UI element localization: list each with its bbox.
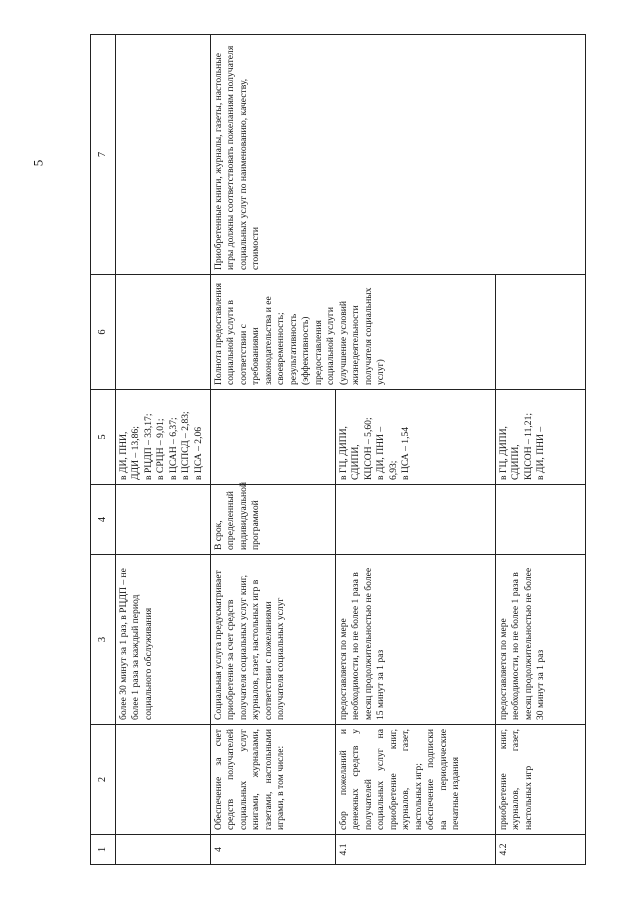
service-tariffs	[496, 390, 586, 485]
tariff-line: КЦСОН – 11,21;	[522, 412, 534, 480]
row-number: 4.2	[496, 835, 586, 865]
tariff-line: в СРЦН – 9,01;	[155, 418, 167, 480]
cell-description: более 30 минут за 1 раз, в РЦДП – не более 1 раза за каждый период социального обслуживания	[116, 555, 211, 725]
tariff-line: в РЦДП – 33,17;	[142, 413, 154, 480]
tariff-line: КЦСОН – 5,60;	[362, 417, 374, 480]
service-name: приобретение книг, журналов, газет, настольных игр	[496, 725, 586, 835]
row-number: 4	[211, 835, 336, 865]
row-number: 4.1	[336, 835, 496, 865]
service-tariffs	[336, 390, 496, 485]
tariff-line: в ГЦ, ДИПИ,	[498, 426, 509, 480]
service-criteria: Полнота предоставления социальной услуги в соответствии с требованиями законодательства и ее своевременность; результативность (эффективность) предоставления социальной услуги (улучшение условий жизнедеятельности получателя социальных услуг)	[211, 275, 496, 390]
tariff-line: СДИПИ,	[350, 444, 362, 480]
service-criteria	[496, 275, 586, 390]
service-term: В срок, определенный индивидуальной программой	[211, 485, 336, 555]
tariff-line: в ЦСПСД – 2,83;	[180, 411, 192, 480]
service-term	[496, 485, 586, 555]
service-name-part: сбор пожеланий и денежных средств у получателей социальных услуг на приобретение книг, журналов, газет, настольных игр;	[338, 729, 424, 830]
tariff-line: 6,93;	[387, 460, 399, 480]
service-name	[336, 725, 496, 835]
col-header-3: 3	[91, 555, 116, 725]
service-term	[336, 485, 496, 555]
service-conditions: Приобретенные книги, журналы, газеты, настольные игры должны соответствовать пожеланиям получателя социальных услуг по наименованию, качеству, стоимости	[211, 35, 586, 275]
tariff-line: в ЦСАН – 6,37;	[167, 417, 179, 480]
tariff-line: СДИПИ,	[510, 444, 522, 480]
tariff-line: ДДИ – 13,86;	[130, 426, 142, 480]
service-description: предоставляется по мере необходимости, но не более 1 раза в месяц продолжительностью не более 15 минут за 1 раз	[336, 555, 496, 725]
header-row	[91, 35, 116, 865]
service-name-part: обеспечение подписки на периодические печатные издания	[425, 729, 462, 830]
cell-tariffs	[116, 390, 211, 485]
service-tariffs	[211, 390, 336, 485]
services-table	[90, 34, 586, 865]
col-header-4: 4	[91, 485, 116, 555]
rotated-table-wrapper	[90, 35, 580, 865]
cell-term	[116, 485, 211, 555]
col-header-6: 6	[91, 275, 116, 390]
service-description: предоставляется по мере необходимости, но не более 1 раза в месяц продолжительностью не более 30 минут за 1 раз	[496, 555, 586, 725]
service-description: Социальная услуга предусматривает приобретение за счет средств получателя социальных услуг книг, журналов, газет, настольных игр в соответствии с пожеланиями получателя социальных услуг	[211, 555, 336, 725]
tariff-line: в ДИ, ПНИ,	[118, 431, 129, 480]
tariff-line: в ЦСА – 1,54	[400, 426, 412, 480]
tariff-line: в ДИ, ПНИ –	[375, 426, 387, 480]
page-number: 5	[30, 159, 46, 167]
col-header-2: 2	[91, 725, 116, 835]
cell-conditions	[116, 35, 211, 275]
service-name: Обеспечение за счет средств получателей социальных услуг книгами, журналами, газетами, настольными играми, в том числе:	[211, 725, 336, 835]
tariff-line: в ДИ, ПНИ –	[535, 426, 547, 480]
table-row-continued	[116, 35, 211, 865]
tariff-line: в ГЦ, ДИПИ,	[338, 426, 349, 480]
col-header-7: 7	[91, 35, 116, 275]
cell-name	[116, 725, 211, 835]
col-header-5: 5	[91, 390, 116, 485]
col-header-1: 1	[91, 835, 116, 865]
cell-criteria	[116, 275, 211, 390]
tariff-line: в ЦСА – 2,06	[192, 426, 204, 480]
cell-num	[116, 835, 211, 865]
table-row-4	[211, 35, 336, 865]
